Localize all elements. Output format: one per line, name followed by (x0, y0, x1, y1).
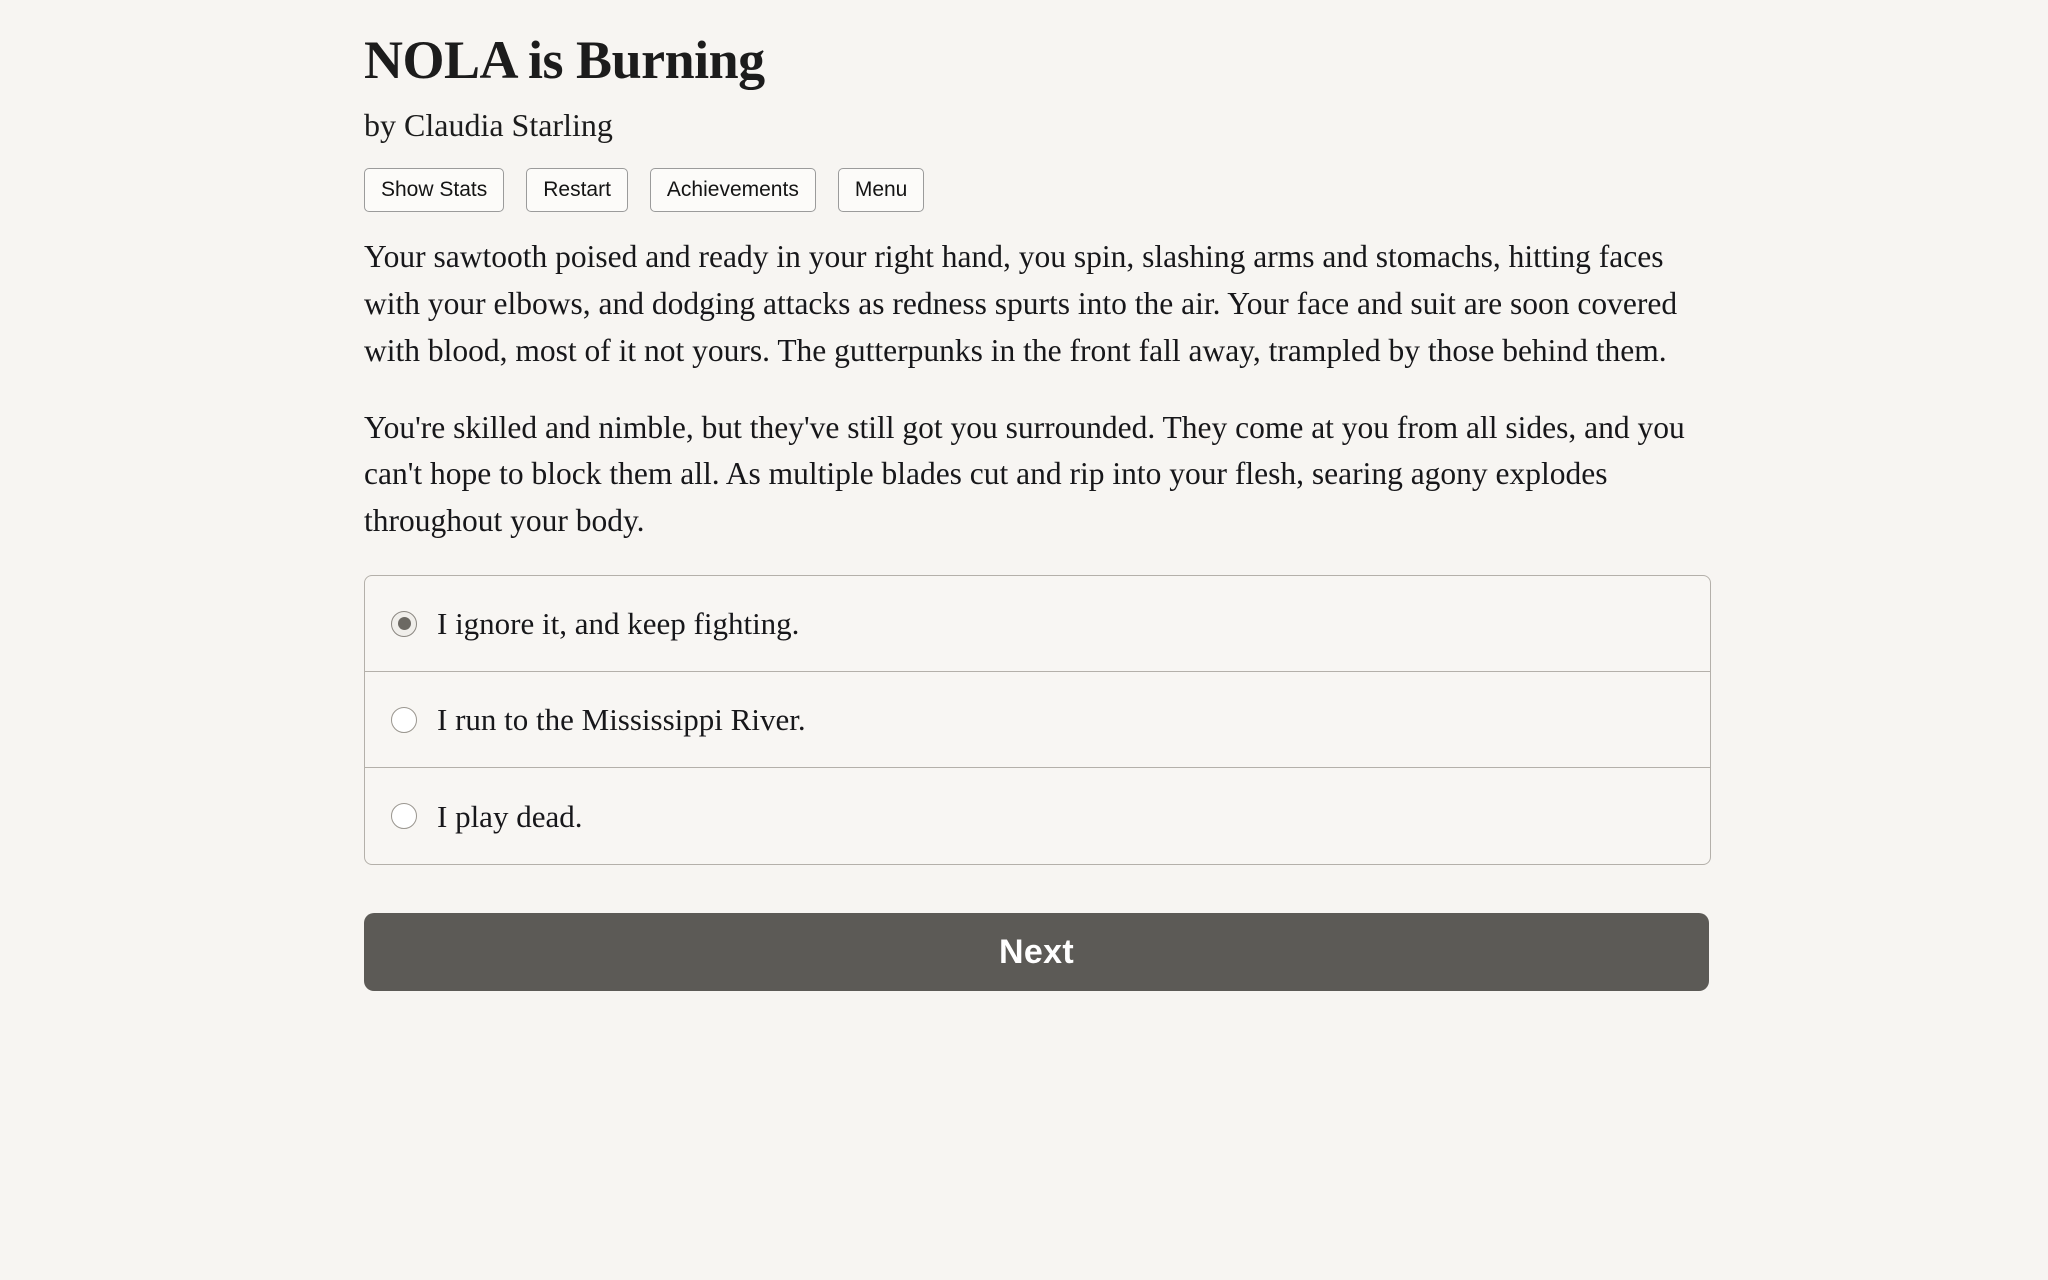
story-paragraph: You're skilled and nimble, but they've still got you surrounded. They come at you from all sides, and you can't hope to block them all. As multiple blades cut and rip into your flesh, searing agony explodes throughout your body. (364, 409, 1685, 539)
toolbar (364, 168, 1356, 212)
show-stats-button[interactable]: Show Stats (364, 168, 504, 212)
restart-button[interactable]: Restart (526, 168, 628, 212)
choice-option-3[interactable] (365, 768, 1710, 864)
radio-button-icon[interactable] (391, 707, 417, 733)
choice-label: I run to the Mississippi River. (437, 702, 806, 738)
choice-option-2[interactable] (365, 672, 1710, 768)
choice-label: I play dead. (437, 798, 583, 834)
choice-label: I ignore it, and keep fighting. (437, 606, 800, 642)
menu-button[interactable]: Menu (838, 168, 925, 212)
radio-button-icon[interactable] (391, 611, 417, 637)
radio-button-icon[interactable] (391, 803, 417, 829)
page-title: NOLA is Burning (364, 30, 765, 90)
achievements-button[interactable]: Achievements (650, 168, 816, 212)
choice-option-1[interactable] (365, 576, 1710, 672)
choice-list (364, 575, 1711, 865)
next-button[interactable]: Next (364, 913, 1709, 991)
author-byline: by Claudia Starling (364, 106, 613, 143)
story-text (364, 234, 1686, 546)
story-paragraph: Your sawtooth poised and ready in your right hand, you spin, slashing arms and stomachs, hitting faces with your elbows, and dodging attacks as redness spurts into the air. Your face and suit are soon covered with blood, most of it not yours. The gutterpunks in the front fall away, trampled by those behind them. (364, 238, 1678, 368)
